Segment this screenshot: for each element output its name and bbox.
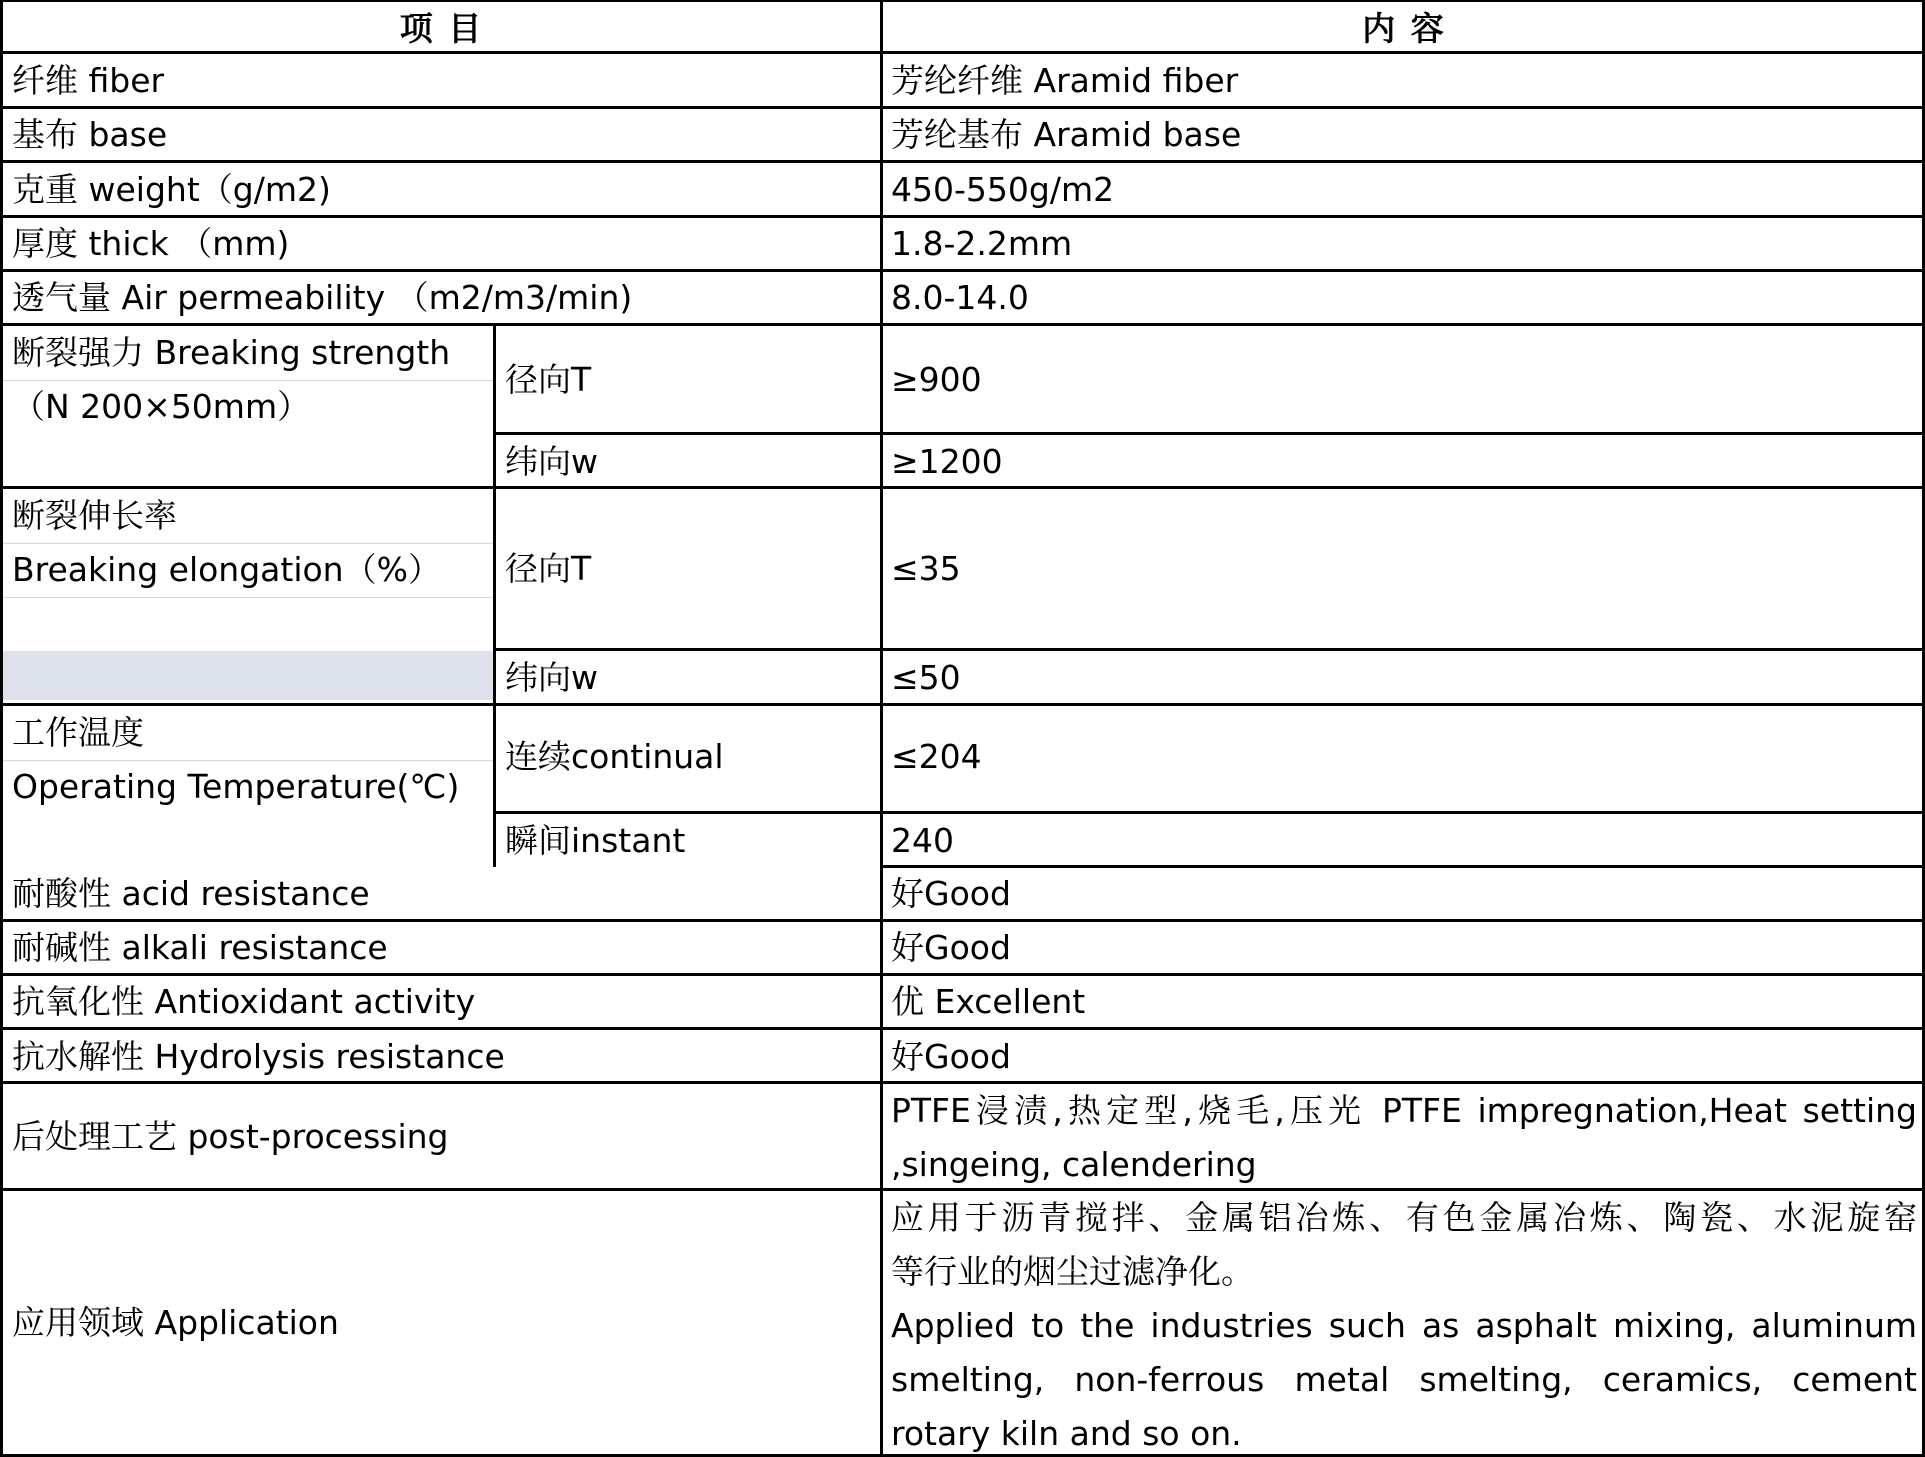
breaking-elongation-weft-label: 纬向w bbox=[505, 658, 598, 697]
grid-line-h bbox=[0, 973, 1925, 976]
breaking-strength-warp-value: ≥900 bbox=[891, 359, 982, 399]
base-value: 芳纶基布 Aramid base bbox=[891, 115, 1242, 154]
grid-line-h bbox=[493, 811, 1925, 814]
acid-resistance-value: 好Good bbox=[891, 874, 1011, 913]
shaded-empty-cell bbox=[3, 651, 493, 700]
operating-temperature-instant-label: 瞬间instant bbox=[505, 821, 686, 860]
post-processing-value-line2: ,singeing, calendering bbox=[891, 1145, 1257, 1184]
application-en-line2: smelting, non-ferrous metal smelting, ceramics, cement bbox=[891, 1360, 1917, 1399]
grid-line-h bbox=[493, 648, 1925, 651]
fiber-value: 芳纶纤维 Aramid fiber bbox=[891, 61, 1239, 100]
grid-line-subcol bbox=[493, 325, 496, 867]
operating-temperature-label-line1: 工作温度 bbox=[12, 713, 144, 752]
grid-line-h bbox=[0, 106, 1925, 109]
post-processing-label: 后处理工艺 post-processing bbox=[12, 1117, 449, 1156]
grid-line-h bbox=[883, 865, 1925, 868]
grid-line-h bbox=[0, 1027, 1925, 1030]
application-en-line1: Applied to the industries such as asphalt mixing, aluminum bbox=[891, 1306, 1917, 1345]
sub-divider bbox=[3, 543, 493, 544]
breaking-elongation-warp-value: ≤35 bbox=[891, 548, 961, 588]
sub-divider bbox=[3, 760, 493, 761]
grid-line-left bbox=[0, 0, 3, 1457]
post-processing-value-line1: PTFE浸渍,热定型,烧毛,压光 PTFE impregnation,Heat setting bbox=[891, 1091, 1917, 1130]
hydrolysis-value: 好Good bbox=[891, 1037, 1011, 1076]
grid-line-h bbox=[0, 486, 1925, 489]
weight-label: 克重 weight（g/m2) bbox=[12, 170, 331, 209]
air-permeability-value: 8.0-14.0 bbox=[891, 278, 1029, 317]
header-content: 内 容 bbox=[1362, 8, 1446, 48]
grid-line-h bbox=[0, 0, 1925, 2]
air-permeability-label: 透气量 Air permeability （m2/m3/min) bbox=[12, 278, 633, 317]
grid-line-h bbox=[0, 1081, 1925, 1084]
grid-line-center bbox=[880, 0, 883, 1457]
application-cn-line2: 等行业的烟尘过滤净化。 bbox=[891, 1252, 1254, 1291]
operating-temperature-label-line2: Operating Temperature(℃) bbox=[12, 767, 460, 806]
breaking-elongation-label-line2: Breaking elongation（%） bbox=[12, 550, 441, 589]
grid-line-h bbox=[0, 323, 1925, 326]
breaking-strength-label-line2: （N 200×50mm） bbox=[12, 387, 311, 426]
application-label: 应用领域 Application bbox=[12, 1303, 339, 1342]
antioxidant-label: 抗氧化性 Antioxidant activity bbox=[12, 982, 476, 1021]
breaking-strength-label-line1: 断裂强力 Breaking strength bbox=[12, 333, 451, 372]
antioxidant-value: 优 Excellent bbox=[891, 982, 1086, 1021]
grid-line-h bbox=[493, 432, 1925, 435]
base-label: 基布 base bbox=[12, 115, 168, 154]
grid-line-h bbox=[0, 919, 1925, 922]
operating-temperature-continual-value: ≤204 bbox=[891, 737, 982, 776]
hydrolysis-label: 抗水解性 Hydrolysis resistance bbox=[12, 1037, 505, 1076]
grid-line-h bbox=[0, 160, 1925, 163]
grid-line-h bbox=[0, 703, 1925, 706]
breaking-strength-warp-label: 径向T bbox=[505, 359, 592, 399]
breaking-elongation-label-line1: 断裂伸长率 bbox=[12, 496, 177, 535]
fiber-label: 纤维 fiber bbox=[12, 61, 165, 100]
breaking-elongation-warp-label: 径向T bbox=[505, 548, 592, 588]
alkali-resistance-value: 好Good bbox=[891, 928, 1011, 967]
sub-divider bbox=[3, 380, 493, 381]
grid-line-h bbox=[0, 269, 1925, 272]
application-cn-line1: 应用于沥青搅拌、金属铝冶炼、有色金属冶炼、陶瓷、水泥旋窑 bbox=[891, 1198, 1917, 1237]
grid-line-h bbox=[0, 215, 1925, 218]
breaking-strength-weft-label: 纬向w bbox=[505, 442, 598, 481]
weight-value: 450-550g/m2 bbox=[891, 170, 1115, 209]
grid-line-h bbox=[0, 51, 1925, 54]
operating-temperature-continual-label: 连续continual bbox=[505, 737, 724, 776]
application-en-line3: rotary kiln and so on. bbox=[891, 1414, 1242, 1453]
header-item: 项 目 bbox=[399, 8, 484, 48]
thick-label: 厚度 thick （mm) bbox=[12, 224, 290, 263]
acid-resistance-label: 耐酸性 acid resistance bbox=[12, 874, 370, 913]
alkali-resistance-label: 耐碱性 alkali resistance bbox=[12, 928, 388, 967]
breaking-elongation-weft-value: ≤50 bbox=[891, 658, 961, 697]
operating-temperature-instant-value: 240 bbox=[891, 821, 954, 860]
sub-divider bbox=[3, 597, 493, 598]
thick-value: 1.8-2.2mm bbox=[891, 224, 1073, 263]
grid-line-h bbox=[0, 1188, 1925, 1191]
breaking-strength-weft-value: ≥1200 bbox=[891, 442, 1003, 481]
